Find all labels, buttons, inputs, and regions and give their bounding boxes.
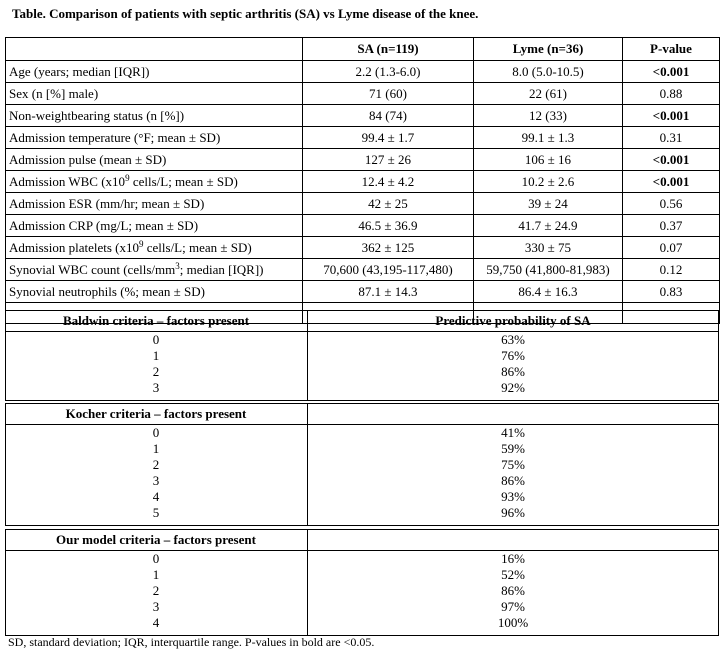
p-value: 0.07 [623, 237, 720, 259]
row-label: Admission ESR (mm/hr; mean ± SD) [6, 193, 303, 215]
row-label: Admission WBC ($x10^9$ cells/L; mean ± SD) [6, 171, 303, 193]
header-cell-sa: SA (n=119) [303, 38, 474, 61]
criteria-row [5, 348, 719, 364]
row-label: Synovial neutrophils (%; mean ± SD) [6, 281, 303, 303]
table-row [6, 127, 720, 149]
table-title: Table. Comparison of patients with septic arthritis (SA) vs Lyme disease of the knee. [12, 6, 479, 21]
criteria-row [5, 332, 719, 348]
sa-value: 42 ± 25 [303, 193, 474, 215]
lyme-value: 41.7 ± 24.9 [474, 215, 623, 237]
lyme-value: 39 ± 24 [474, 193, 623, 215]
criteria-row [5, 425, 719, 441]
predictive-probability: 86% [501, 473, 525, 488]
p-value: 0.56 [623, 193, 720, 215]
p-value: <0.001 [623, 149, 720, 171]
kocher-criteria-section [5, 403, 719, 526]
sa-value: 99.4 ± 1.7 [303, 127, 474, 149]
factors-present: 4 [152, 489, 160, 504]
row-label: Admission pulse (mean ± SD) [6, 149, 303, 171]
sa-value: 127 ± 26 [303, 149, 474, 171]
table-header-row [6, 38, 720, 61]
footnote: SD, standard deviation; IQR, interquartile range. P-values in bold are <0.05. [8, 635, 375, 649]
predictive-probability: 92% [501, 380, 525, 395]
table-row [6, 259, 720, 281]
predictive-probability: 100% [497, 615, 529, 630]
predictive-probability: 86% [501, 583, 525, 598]
factors-present: 2 [152, 457, 160, 472]
factors-present: 0 [152, 551, 160, 566]
factors-present: 2 [152, 583, 160, 598]
sa-value: 2.2 (1.3-6.0) [303, 61, 474, 83]
lyme-value: 12 (33) [474, 105, 623, 127]
header-cell-label [6, 38, 303, 61]
criteria-row [5, 489, 719, 505]
criteria-row [5, 551, 719, 567]
header-cell-lyme: Lyme (n=36) [474, 38, 623, 61]
sa-value: 12.4 ± 4.2 [303, 171, 474, 193]
table-row [6, 83, 720, 105]
lyme-value: 10.2 ± 2.6 [474, 171, 623, 193]
p-value: 0.88 [623, 83, 720, 105]
comparison-table [5, 37, 720, 324]
section-title: Kocher criteria – factors present [65, 406, 247, 421]
predictive-probability: 16% [501, 551, 525, 566]
sa-value: 362 ± 125 [303, 237, 474, 259]
sa-value: 87.1 ± 14.3 [303, 281, 474, 303]
row-label: Sex (n [%] male) [6, 83, 303, 105]
predictive-probability: 96% [501, 505, 525, 520]
criteria-row [5, 473, 719, 489]
predictive-probability: 93% [501, 489, 525, 504]
header-cell-pvalue: P-value [623, 38, 720, 61]
predictive-probability: 41% [501, 425, 525, 440]
p-value: 0.37 [623, 215, 720, 237]
sa-value: 46.5 ± 36.9 [303, 215, 474, 237]
predictive-probability: 97% [501, 599, 525, 614]
factors-present: 3 [152, 599, 160, 614]
p-value: <0.001 [623, 105, 720, 127]
row-label: Admission platelets ($x10^9$ cells/L; mean ± SD) [6, 237, 303, 259]
row-label: Age (years; median [IQR]) [6, 61, 303, 83]
lyme-value: 106 ± 16 [474, 149, 623, 171]
sa-value: 71 (60) [303, 83, 474, 105]
lyme-value: 99.1 ± 1.3 [474, 127, 623, 149]
table-row [6, 149, 720, 171]
row-label: Admission CRP (mg/L; mean ± SD) [6, 215, 303, 237]
section-header [5, 529, 719, 551]
table-row [6, 193, 720, 215]
row-label: Synovial WBC count ($cells/mm^3$; median [IQR]) [6, 259, 303, 281]
row-label: Admission temperature (°F; mean ± SD) [6, 127, 303, 149]
table-row [6, 105, 720, 127]
criteria-row [5, 615, 719, 631]
table-row [6, 171, 720, 193]
criteria-row [5, 599, 719, 615]
factors-present: 3 [152, 473, 160, 488]
lyme-value: 86.4 ± 16.3 [474, 281, 623, 303]
criteria-row [5, 380, 719, 396]
sa-value: 84 (74) [303, 105, 474, 127]
criteria-row [5, 505, 719, 521]
criteria-row [5, 364, 719, 380]
row-label: Non-weightbearing status (n [%]) [6, 105, 303, 127]
factors-present: 1 [152, 348, 160, 363]
table-row [6, 61, 720, 83]
table-row [6, 237, 720, 259]
table-row [6, 215, 720, 237]
predictive-probability: 52% [501, 567, 525, 582]
sa-value: 70,600 (43,195-117,480) [303, 259, 474, 281]
criteria-row [5, 441, 719, 457]
lyme-value: 8.0 (5.0-10.5) [474, 61, 623, 83]
predictive-probability: 75% [501, 457, 525, 472]
table-row [6, 281, 720, 303]
predictive-probability: 59% [501, 441, 525, 456]
p-value: 0.31 [623, 127, 720, 149]
baldwin-criteria-section [5, 310, 719, 401]
factors-present: 3 [152, 380, 160, 395]
factors-present: 2 [152, 364, 160, 379]
section-title: Our model criteria – factors present [56, 532, 256, 547]
criteria-row [5, 457, 719, 473]
factors-present: 0 [152, 332, 160, 347]
criteria-row [5, 583, 719, 599]
lyme-value: 59,750 (41,800-81,983) [474, 259, 623, 281]
section-header [5, 403, 719, 425]
factors-present: 1 [152, 441, 160, 456]
lyme-value: 22 (61) [474, 83, 623, 105]
p-value: 0.83 [623, 281, 720, 303]
predictive-probability: 76% [501, 348, 525, 363]
predictive-probability: 86% [501, 364, 525, 379]
factors-present: 0 [152, 425, 160, 440]
probability-header: Predictive probability of SA [435, 313, 591, 328]
p-value: <0.001 [623, 61, 720, 83]
factors-present: 4 [152, 615, 160, 630]
our-model-criteria-section [5, 529, 719, 636]
criteria-row [5, 567, 719, 583]
factors-present: 5 [152, 505, 160, 520]
predictive-probability: 63% [501, 332, 525, 347]
section-title: Baldwin criteria – factors present [62, 313, 250, 328]
factors-present: 1 [152, 567, 160, 582]
p-value: 0.12 [623, 259, 720, 281]
p-value: <0.001 [623, 171, 720, 193]
section-header [5, 310, 719, 332]
lyme-value: 330 ± 75 [474, 237, 623, 259]
